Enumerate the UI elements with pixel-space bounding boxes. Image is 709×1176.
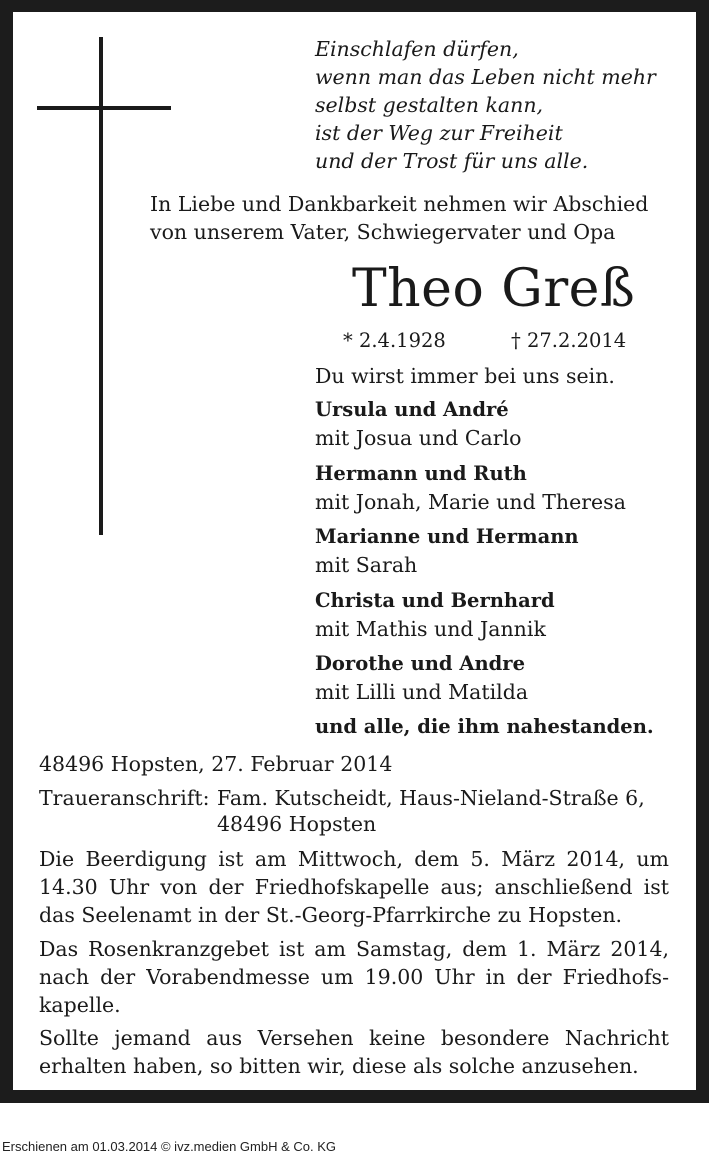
funeral-paragraph: Die Beerdigung ist am Mittwoch, dem 5. März 2014, um 14.30 Uhr von der Friedhofskapelle aus; anschließend ist das Seelenamt in der St.-Georg-Pfarrkirche zu Hopsten. (39, 847, 669, 927)
family-children: mit Jonah, Marie und Theresa (315, 490, 626, 514)
poem-line: wenn man das Leben nicht mehr (315, 65, 656, 89)
family-entry (315, 523, 579, 579)
cross-icon (99, 37, 103, 535)
family-entry (315, 650, 528, 706)
family-names: Christa und Bernhard (315, 589, 555, 612)
rosary-paragraph: Das Rosenkranzgebet ist am Samstag, dem 1. März 2014, nach der Vorabendmesse um 19.00 Uhr in der Friedhofs-kapelle. (39, 937, 669, 1017)
closing-line: und alle, die ihm nahestanden. (315, 715, 654, 738)
cross-icon-bar (37, 106, 171, 110)
family-names: Dorothe und Andre (315, 652, 525, 675)
death-date: † 27.2.2014 (511, 329, 627, 352)
address-label: Traueranschrift: (39, 786, 210, 810)
poem-line: selbst gestalten kann, (315, 93, 544, 117)
notice-paragraph: Sollte jemand aus Versehen keine besondere Nachricht erhalten haben, so bitten wir, diese als solche anzusehen. (39, 1026, 669, 1078)
family-names: Marianne und Hermann (315, 525, 579, 548)
family-names: Ursula und André (315, 398, 509, 421)
family-children: mit Lilli und Matilda (315, 680, 529, 704)
address-line: 48496 Hopsten (217, 812, 377, 836)
farewell-line: Du wirst immer bei uns sein. (315, 364, 615, 388)
deceased-name: Theo Greß (352, 259, 636, 319)
address-line: Fam. Kutscheidt, Haus-Nieland-Straße 6, (217, 786, 645, 810)
family-children: mit Josua und Carlo (315, 426, 522, 450)
family-entry (315, 587, 555, 643)
birth-date: * 2.4.1928 (343, 329, 446, 352)
family-entry (315, 396, 521, 452)
poem-line: und der Trost für uns alle. (315, 149, 589, 173)
poem (315, 35, 656, 175)
family-children: mit Mathis und Jannik (315, 617, 546, 641)
intro-line: von unserem Vater, Schwiegervater und Opa (150, 220, 616, 244)
family-children: mit Sarah (315, 553, 418, 577)
intro-line: In Liebe und Dankbarkeit nehmen wir Abschied (150, 192, 649, 216)
family-entry (315, 460, 626, 516)
place-date: 48496 Hopsten, 27. Februar 2014 (39, 752, 393, 776)
poem-line: ist der Weg zur Freiheit (315, 121, 563, 145)
intro-text (150, 190, 648, 246)
family-names: Hermann und Ruth (315, 462, 527, 485)
poem-line: Einschlafen dürfen, (315, 37, 519, 61)
publication-credit: Erschienen am 01.03.2014 © ivz.medien GmbH & Co. KG (2, 1139, 337, 1154)
